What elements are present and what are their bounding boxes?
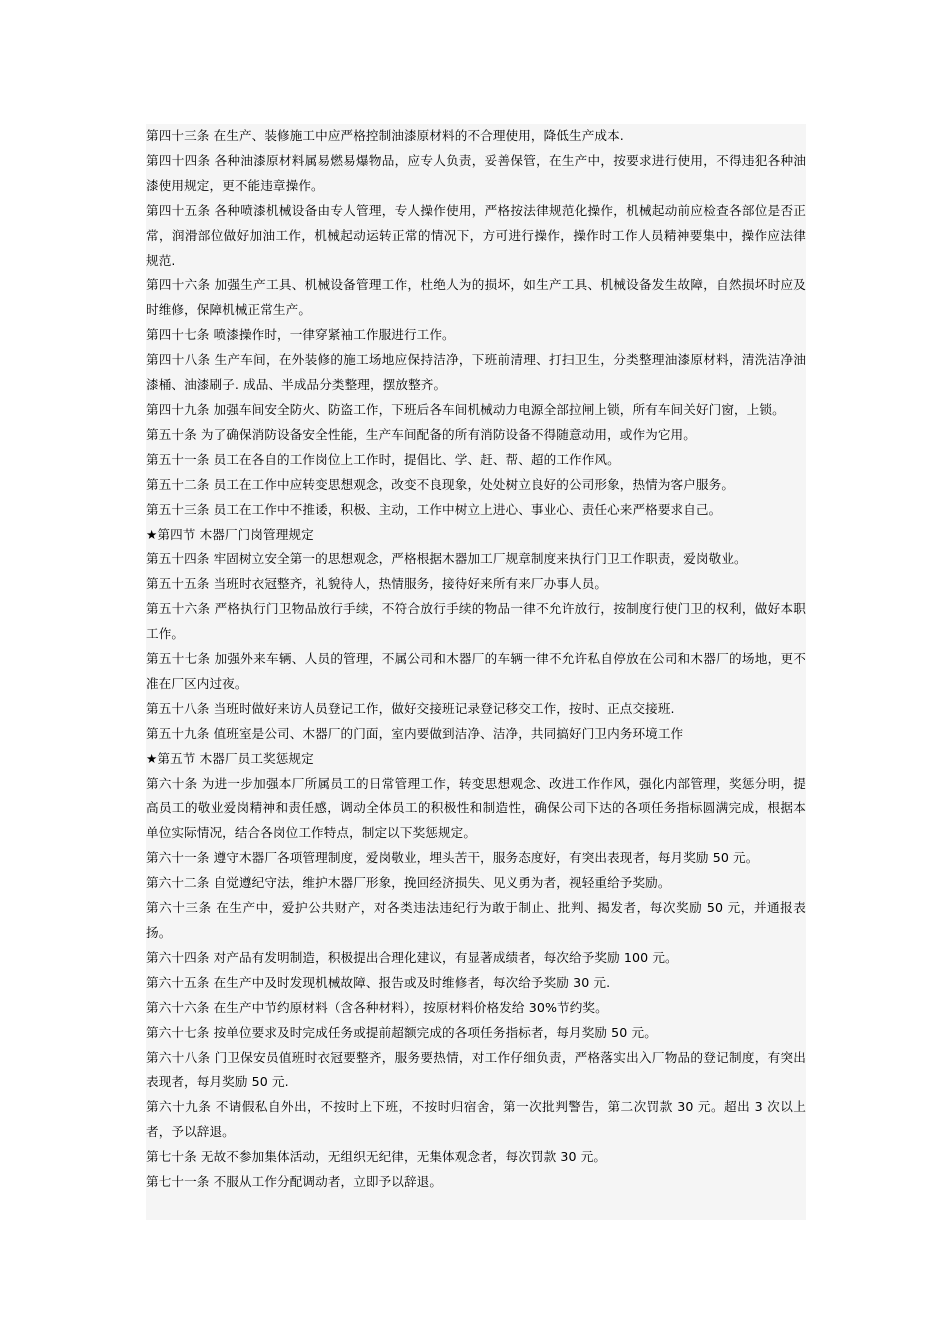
article-paragraph: 第六十二条 自觉遵纪守法，维护木器厂形象，挽回经济损失、见义勇为者，视轻重给予奖励。 xyxy=(146,875,671,891)
article-paragraph: 第六十六条 在生产中节约原材料（含各种材料），按原材料价格发给 30%节约奖。 xyxy=(146,999,608,1015)
article-paragraph: 第四十九条 加强车间安全防火、防盗工作，下班后各车间机械动力电源全部拉闸上锁，所有车间关好门窗，上锁。 xyxy=(146,401,785,417)
article-paragraph: 第五十六条 严格执行门卫物品放行手续，不符合放行手续的物品一律不允许放行，按制度行使门卫的权利，做好本职工作。 xyxy=(146,601,806,642)
article-paragraph: 第六十七条 按单位要求及时完成任务或提前超额完成的各项任务指标者，每月奖励 50 元。 xyxy=(146,1024,657,1040)
section-heading: ★第五节 木器厂员工奖惩规定 xyxy=(146,750,314,766)
article-paragraph: 第五十五条 当班时衣冠整齐，礼貌待人，热情服务，接待好来所有来厂办事人员。 xyxy=(146,576,608,592)
article-paragraph: 第六十五条 在生产中及时发现机械故障、报告或及时维修者，每次给予奖励 30 元. xyxy=(146,974,611,990)
section-heading: ★第四节 木器厂门岗管理规定 xyxy=(146,526,314,542)
article-paragraph: 第四十四条 各种油漆原材料属易燃易爆物品，应专人负责，妥善保管，在生产中，按要求进行使用，不得违犯各种油漆使用规定，更不能违章操作。 xyxy=(146,152,806,193)
document-body xyxy=(146,124,806,1220)
article-paragraph: 第四十三条 在生产、装修施工中应严格控制油漆原材料的不合理使用，降低生产成本. xyxy=(146,128,624,143)
article-paragraph: 第五十二条 员工在工作中应转变思想观念，改变不良现象，处处树立良好的公司形象，热情为客户服务。 xyxy=(146,476,735,492)
article-paragraph: 第七十条 无故不参加集体活动，无组织无纪律，无集体观念者，每次罚款 30 元。 xyxy=(146,1149,607,1165)
article-paragraph: 第五十四条 牢固树立安全第一的思想观念，严格根据木器加工厂规章制度来执行门卫工作职责，爱岗敬业。 xyxy=(146,551,747,567)
article-paragraph: 第七十一条 不服从工作分配调动者，立即予以辞退。 xyxy=(146,1174,443,1190)
article-paragraph: 第六十条 为进一步加强本厂所属员工的日常管理工作，转变思想观念、改进工作作风，强化内部管理，奖惩分明，提高员工的敬业爱岗精神和责任感，调动全体员工的积极性和制造性，确保公司下达的各项任务指标圆满完成，根据本单位实际情况，结合各岗位工作特点，制定以下奖惩规定。 xyxy=(146,775,806,841)
article-paragraph: 第六十一条 遵守木器厂各项管理制度，爱岗敬业，埋头苦干，服务态度好，有突出表现者，每月奖励 50 元。 xyxy=(146,850,759,866)
article-paragraph: 第四十五条 各种喷漆机械设备由专人管理，专人操作使用，严格按法律规范化操作，机械起动前应检查各部位是否正常，润滑部位做好加油工作，机械起动运转正常的情况下，方可进行操作，操作时工作人员精神要集中，操作应法律规范. xyxy=(146,202,806,268)
article-paragraph: 第五十七条 加强外来车辆、人员的管理，不属公司和木器厂的车辆一律不允许私自停放在公司和木器厂的场地，更不准在厂区内过夜。 xyxy=(146,651,806,691)
article-paragraph: 第五十八条 当班时做好来访人员登记工作，做好交接班记录登记移交工作，按时、正点交接班. xyxy=(146,700,675,716)
article-paragraph: 第六十四条 对产品有发明制造，积极提出合理化建议，有显著成绩者，每次给予奖励 100 元。 xyxy=(146,949,678,965)
article-paragraph: 第五十九条 值班室是公司、木器厂的门面，室内要做到洁净、洁净，共同搞好门卫内务环境工作 xyxy=(146,725,684,741)
article-paragraph: 第五十条 为了确保消防设备安全性能，生产车间配备的所有消防设备不得随意动用，或作为它用。 xyxy=(146,426,696,442)
article-paragraph: 第六十三条 在生产中，爱护公共财产，对各类违法违纪行为敢于制止、批判、揭发者，每次奖励 50 元，并通报表扬。 xyxy=(146,900,806,940)
article-paragraph: 第四十八条 生产车间，在外装修的施工场地应保持洁净，下班前清理、打扫卫生，分类整理油漆原材料，清洗洁净油漆桶、油漆刷子. 成品、半成品分类整理，摆放整齐。 xyxy=(146,352,806,393)
article-paragraph: 第四十七条 喷漆操作时，一律穿紧袖工作服进行工作。 xyxy=(146,327,455,343)
article-paragraph: 第五十一条 员工在各自的工作岗位上工作时，提倡比、学、赶、帮、超的工作作风。 xyxy=(146,451,620,467)
article-paragraph: 第五十三条 员工在工作中不推诿，积极、主动，工作中树立上进心、事业心、责任心来严格要求自己。 xyxy=(146,501,722,517)
article-paragraph: 第四十六条 加强生产工具、机械设备管理工作，杜绝人为的损坏，如生产工具、机械设备发生故障，自然损坏时应及时维修，保障机械正常生产。 xyxy=(146,277,806,318)
article-paragraph: 第六十九条 不请假私自外出，不按时上下班，不按时归宿舍，第一次批判警告，第二次罚款 30 元。超出 3 次以上者，予以辞退。 xyxy=(146,1099,806,1140)
article-paragraph: 第六十八条 门卫保安员值班时衣冠要整齐，服务要热情，对工作仔细负责，严格落实出入厂物品的登记制度，有突出表现者，每月奖励 50 元. xyxy=(146,1049,806,1090)
